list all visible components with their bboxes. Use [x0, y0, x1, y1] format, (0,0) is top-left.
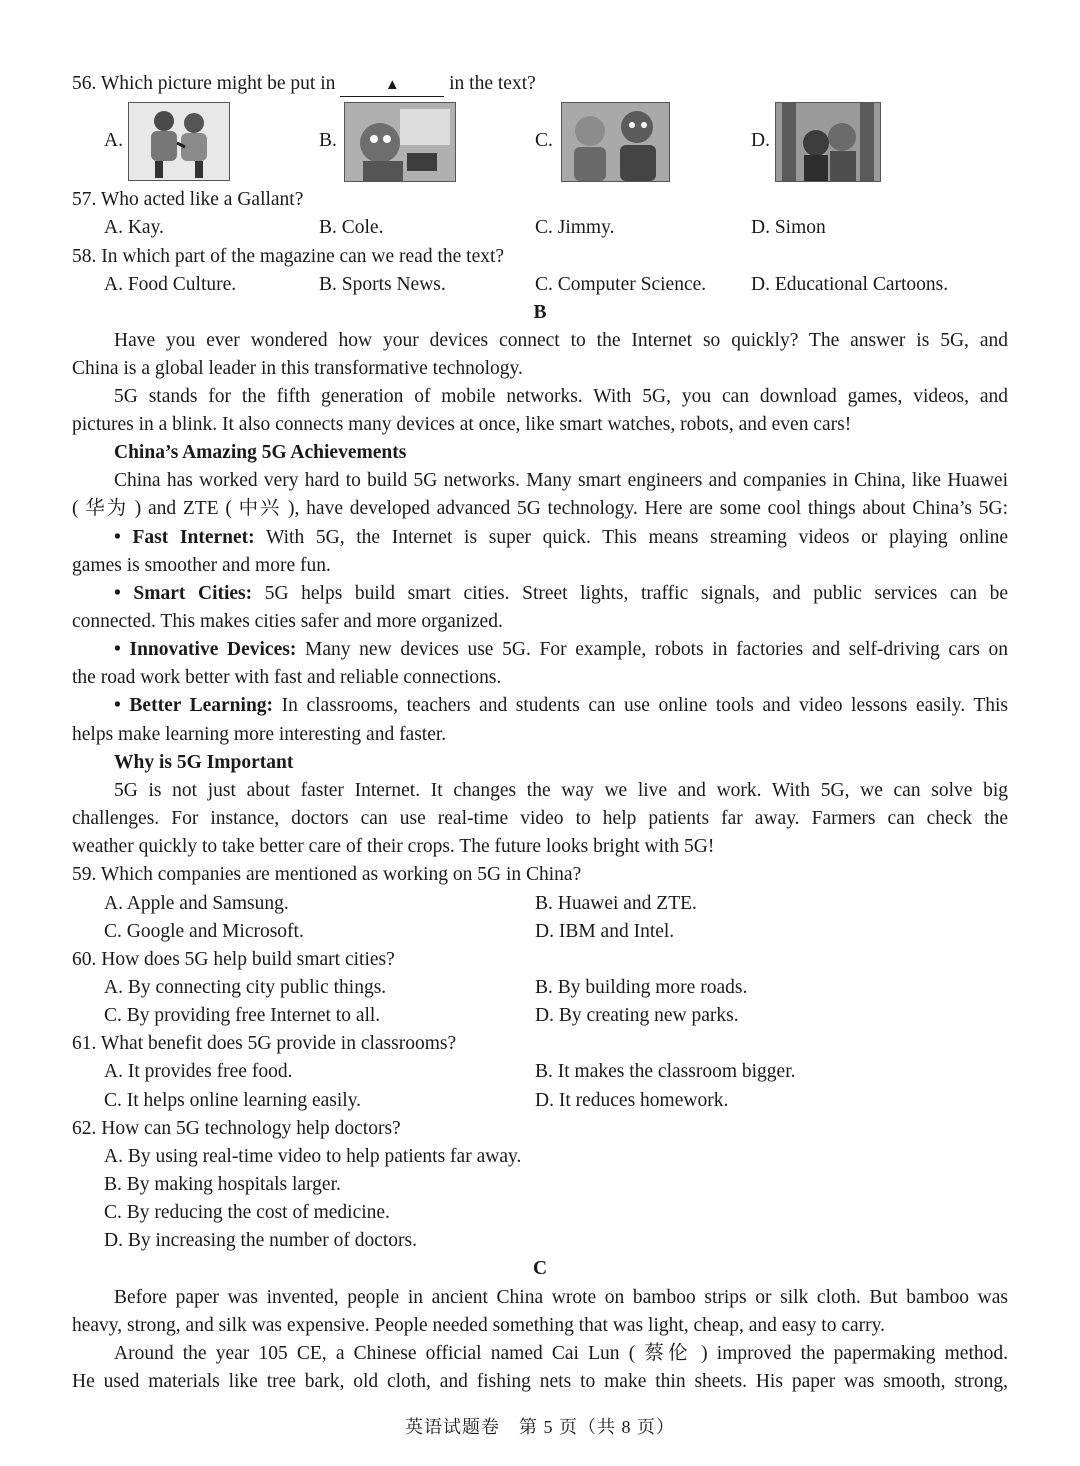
option-d-picture[interactable]: [775, 102, 881, 182]
bullet-fast-internet-cont: games is smoother and more fun.: [72, 555, 331, 576]
triangle-marker: ▲: [384, 77, 400, 93]
q60-option-a[interactable]: A. By connecting city public things.: [104, 977, 387, 998]
option-c-picture[interactable]: [561, 102, 670, 182]
q62-option-c[interactable]: C. By reducing the cost of medicine.: [104, 1202, 390, 1223]
b-subheading-achievements: China’s Amazing 5G Achievements: [114, 442, 407, 463]
q56-stem-tail: in the text?: [444, 73, 536, 94]
question-61-stem: 61. What benefit does 5G provide in classrooms?: [72, 1033, 457, 1054]
q62-option-a[interactable]: A. By using real-time video to help patients far away.: [104, 1146, 522, 1167]
q58-option-a[interactable]: A. Food Culture.: [104, 274, 237, 295]
q62-option-d[interactable]: D. By increasing the number of doctors.: [104, 1230, 418, 1251]
q60-option-d[interactable]: D. By creating new parks.: [535, 1005, 739, 1026]
b-para3-line1: China has worked very hard to build 5G networks. Many smart engineers and companies in China, like Huawei: [114, 470, 1008, 491]
q56-stem-text: 56. Which picture might be put in: [72, 73, 341, 94]
c-para2-line2: He used materials like tree bark, old cloth, and fishing nets to make thin sheets. His paper was smooth, strong,: [72, 1371, 1008, 1392]
bullet-innovative-devices-cont: the road work better with fast and reliable connections.: [72, 667, 502, 688]
q59-option-d[interactable]: D. IBM and Intel.: [535, 921, 675, 942]
b-para2-line2: pictures in a blink. It also connects many devices at once, like smart watches, robots, and even cars!: [72, 414, 852, 435]
option-a-picture[interactable]: [128, 102, 230, 181]
question-57-stem: 57. Who acted like a Gallant?: [72, 189, 304, 210]
q61-option-d[interactable]: D. It reduces homework.: [535, 1090, 729, 1111]
q56-option-d-label[interactable]: D.: [751, 130, 770, 151]
q61-option-a[interactable]: A. It provides free food.: [104, 1061, 293, 1082]
q62-option-b[interactable]: B. By making hospitals larger.: [104, 1174, 341, 1195]
c-para1-line1: Before paper was invented, people in ancient China wrote on bamboo strips or silk cloth. But bamboo was: [114, 1287, 1008, 1308]
q57-option-b[interactable]: B. Cole.: [319, 217, 384, 238]
b-para2-line1: 5G stands for the fifth generation of mobile networks. With 5G, you can download games, videos, and: [114, 386, 1008, 407]
q56-option-c-label[interactable]: C.: [535, 130, 553, 151]
b-para4-line2: challenges. For instance, doctors can use real-time video to help patients far away. Farmers can check the: [72, 808, 1008, 829]
bullet-text: In classrooms, teachers and students can use online tools and video lessons easily. This: [273, 695, 1008, 716]
b-para4-line3: weather quickly to take better care of their crops. The future looks bright with 5G!: [72, 836, 715, 857]
bullet-smart-cities-cont: connected. This makes cities safer and more organized.: [72, 611, 503, 632]
c-para1-line2: heavy, strong, and silk was expensive. People needed something that was light, cheap, and easy to carry.: [72, 1315, 885, 1336]
q57-option-d[interactable]: D. Simon: [751, 217, 826, 238]
answer-blank: [340, 74, 444, 97]
option-b-picture[interactable]: [344, 102, 456, 182]
section-c-heading: C: [532, 1258, 548, 1279]
bullet-innovative-devices: [72, 636, 1008, 664]
bullet-smart-cities: [72, 580, 1008, 608]
q59-option-c[interactable]: C. Google and Microsoft.: [104, 921, 304, 942]
b-para3-line2: ( 华为 ) and ZTE ( 中兴 ), have developed advanced 5G technology. Here are some cool things about China’s 5G:: [72, 498, 1008, 519]
q58-option-b[interactable]: B. Sports News.: [319, 274, 446, 295]
q59-option-a[interactable]: A. Apple and Samsung.: [104, 893, 289, 914]
b-subheading-why: Why is 5G Important: [114, 752, 294, 773]
question-59-stem: 59. Which companies are mentioned as working on 5G in China?: [72, 864, 582, 885]
q56-option-b-label[interactable]: B.: [319, 130, 337, 151]
bullet-label: • Smart Cities:: [114, 583, 253, 604]
bullet-text: Many new devices use 5G. For example, robots in factories and self-driving cars on: [296, 639, 1008, 660]
q59-option-b[interactable]: B. Huawei and ZTE.: [535, 893, 697, 914]
b-para1-line2: China is a global leader in this transformative technology.: [72, 358, 523, 379]
bullet-fast-internet: [72, 524, 1008, 552]
bullet-text: With 5G, the Internet is super quick. This means streaming videos or playing online: [254, 527, 1008, 548]
q60-option-c[interactable]: C. By providing free Internet to all.: [104, 1005, 381, 1026]
b-para4-line1: 5G is not just about faster Internet. It changes the way we live and work. With 5G, we can solve big: [114, 780, 1008, 801]
bullet-text: 5G helps build smart cities. Street lights, traffic signals, and public services can be: [252, 583, 1008, 604]
bullet-label: • Better Learning:: [114, 695, 274, 716]
q60-option-b[interactable]: B. By building more roads.: [535, 977, 748, 998]
q58-option-c[interactable]: C. Computer Science.: [535, 274, 707, 295]
b-para1-line1: Have you ever wondered how your devices connect to the Internet so quickly? The answer is 5G, and: [114, 330, 1008, 351]
page-footer: 英语试题卷 第 5 页（共 8 页）: [405, 1417, 675, 1437]
q57-option-c[interactable]: C. Jimmy.: [535, 217, 615, 238]
c-para2-line1: Around the year 105 CE, a Chinese official named Cai Lun ( 蔡伦 ) improved the papermaking method.: [114, 1343, 1008, 1364]
section-b-heading: B: [533, 302, 547, 323]
bullet-label: • Innovative Devices:: [114, 639, 297, 660]
bullet-better-learning: [72, 692, 1008, 720]
question-60-stem: 60. How does 5G help build smart cities?: [72, 949, 395, 970]
question-56-stem: [72, 70, 536, 98]
bullet-better-learning-cont: helps make learning more interesting and faster.: [72, 724, 447, 745]
question-58-stem: 58. In which part of the magazine can we read the text?: [72, 246, 505, 267]
question-62-stem: 62. How can 5G technology help doctors?: [72, 1118, 401, 1139]
q61-option-c[interactable]: C. It helps online learning easily.: [104, 1090, 362, 1111]
q61-option-b[interactable]: B. It makes the classroom bigger.: [535, 1061, 796, 1082]
bullet-label: • Fast Internet:: [114, 527, 255, 548]
q58-option-d[interactable]: D. Educational Cartoons.: [751, 274, 949, 295]
q57-option-a[interactable]: A. Kay.: [104, 217, 164, 238]
q56-option-a-label[interactable]: A.: [104, 130, 123, 151]
